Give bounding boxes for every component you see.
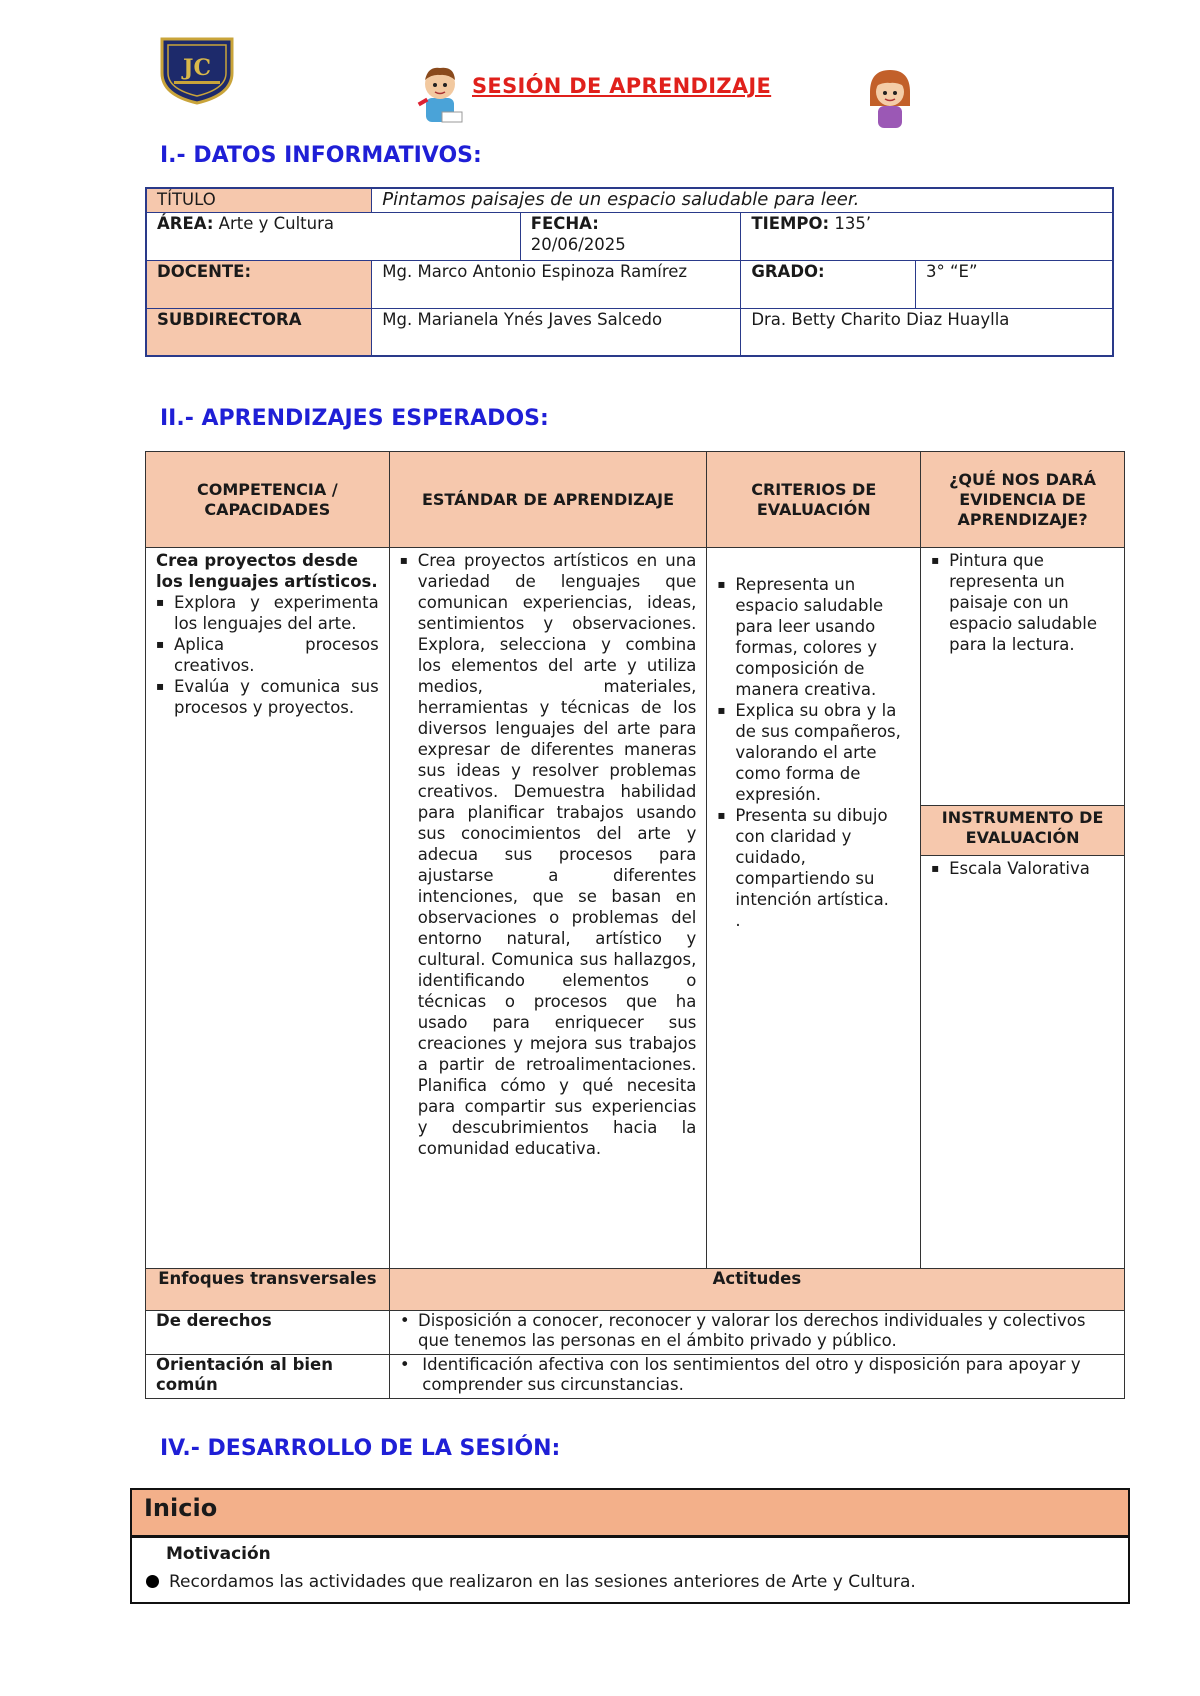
evidencia-column — [921, 548, 1125, 1270]
instrumento-text: ▪ Escala Valorativa — [931, 858, 1114, 879]
enfoques-table — [145, 1268, 1125, 1399]
svg-text:JC: JC — [183, 55, 211, 81]
subdirectora-value: Mg. Marianela Ynés Javes Salcedo — [372, 308, 741, 356]
competencia-cell — [146, 548, 390, 1270]
estandar-cell — [389, 548, 707, 1270]
evidencia-text: ▪ Pintura que representa un paisaje con un espacio saludable para la lectura. — [931, 550, 1114, 655]
bullet-icon: • — [399, 1355, 410, 1374]
capacidad-item: ▪ Explora y experimenta los lenguajes del arte. — [156, 592, 379, 634]
tiempo-value: 135’ — [834, 213, 872, 233]
capacidad-item: ▪ Evalúa y comunica sus procesos y proyectos. — [156, 676, 379, 718]
actitud-text: Disposición a conocer, reconocer y valorar los derechos individuales y colectivos que tenemos las personas en el ámbito privado y público. — [417, 1311, 1086, 1350]
fecha-value: 20/06/2025 — [530, 234, 626, 254]
actitud-cell — [389, 1311, 1124, 1355]
enfoque-name: De derechos — [146, 1311, 390, 1355]
phase-body — [132, 1538, 1128, 1602]
list-item — [146, 1572, 1094, 1592]
subdirectora-label: SUBDIRECTORA — [146, 308, 372, 356]
titulo-value: Pintamos paisajes de un espacio saludable para leer. — [372, 188, 1113, 212]
tiempo-cell — [741, 212, 1113, 260]
section-heading-aprendizajes: II.- APRENDIZAJES ESPERADOS: — [160, 406, 549, 431]
docente-label: DOCENTE: — [146, 260, 372, 308]
criterio-item: ▪ Representa un espacio saludable para leer usando formas, colores y composición de manera creativa. — [717, 574, 910, 700]
criterios-cell — [707, 548, 921, 1270]
header-criterios: CRITERIOS DE EVALUACIÓN — [707, 452, 921, 548]
competencia-title: Crea proyectos desde los lenguajes artísticos. — [156, 551, 378, 591]
evidencia-cell — [921, 548, 1124, 806]
bullet-icon: • — [399, 1311, 410, 1330]
datos-informativos-table — [145, 187, 1114, 357]
docente-value: Mg. Marco Antonio Espinoza Ramírez — [372, 260, 741, 308]
enfoque-name: Orientación al bien común — [146, 1355, 390, 1399]
enfoques-header: Enfoques transversales — [146, 1269, 390, 1311]
school-logo — [158, 33, 236, 105]
page-title: SESIÓN DE APRENDIZAJE — [472, 74, 772, 98]
criterios-end: . — [735, 911, 741, 930]
criterio-item: ▪ Explica su obra y la de sus compañeros, valorando el arte como forma de expresión. — [717, 700, 910, 805]
bullet-dot-icon — [146, 1575, 159, 1588]
area-label: ÁREA: — [157, 213, 214, 233]
header-instrumento: INSTRUMENTO DE EVALUACIÓN — [921, 806, 1124, 856]
phase-subtitle: Motivación — [166, 1544, 271, 1564]
section-heading-datos: I.- DATOS INFORMATIVOS: — [160, 143, 482, 168]
area-value: Arte y Cultura — [218, 213, 335, 233]
header-evidencia: ¿QUÉ NOS DARÁ EVIDENCIA DE APRENDIZAJE? — [921, 452, 1125, 548]
director-value: Dra. Betty Charito Diaz Huaylla — [741, 308, 1113, 356]
grado-label: GRADO: — [741, 260, 916, 308]
actitud-cell — [389, 1355, 1124, 1399]
header-competencia: COMPETENCIA / CAPACIDADES — [146, 452, 390, 548]
grado-value: 3° “E” — [916, 260, 1113, 308]
actitud-text: Identificación afectiva con los sentimientos del otro y disposición para apoyar y comprender sus circunstancias. — [422, 1355, 1081, 1394]
desarrollo-block — [130, 1488, 1130, 1604]
boy-illustration — [412, 60, 468, 126]
fecha-cell — [520, 212, 741, 260]
aprendizajes-table — [145, 451, 1125, 1270]
section-heading-desarrollo: IV.- DESARROLLO DE LA SESIÓN: — [160, 1436, 561, 1461]
tiempo-label: TIEMPO: — [751, 213, 830, 233]
instrumento-cell — [921, 856, 1124, 881]
girl-illustration — [862, 66, 918, 132]
capacidad-item: ▪ Aplica procesos creativos. — [156, 634, 379, 676]
phase-title: Inicio — [132, 1490, 1128, 1538]
estandar-text: ▪ Crea proyectos artísticos en una variedad de lenguajes que comunican experiencias, ideas, sentimientos y observaciones. Explora, selecciona y combina los elementos del arte y utiliza medios, materiales, herramientas y técnicas de los diversos lenguajes del arte para expresar de diferentes maneras sus ideas y resolver problemas creativos. Demuestra habilidad para planificar trabajos usando sus conocimientos del arte y adecua sus procesos para ajustarse a diferentes intenciones, que se basan en observaciones o problemas del entorno natural, artístico y cultural. Comunica sus hallazgos, identificando elementos o técnicas o procesos que ha usado para enriquecer sus creaciones y mejora sus trabajos a partir de retroalimentaciones. Planifica cómo y qué necesita para compartir sus experiencias y descubrimientos hacia la comunidad educativa. — [400, 550, 697, 1159]
titulo-label: TÍTULO — [146, 188, 372, 212]
header-estandar: ESTÁNDAR DE APRENDIZAJE — [389, 452, 707, 548]
list-item-text: Recordamos las actividades que realizaron en las sesiones anteriores de Arte y Cultura. — [169, 1572, 916, 1592]
area-cell — [146, 212, 520, 260]
actitudes-header: Actitudes — [389, 1269, 1124, 1311]
fecha-label: FECHA: — [530, 213, 599, 233]
criterio-item: ▪ Presenta su dibujo con claridad y cuidado, compartiendo su intención artística. — [717, 805, 910, 910]
